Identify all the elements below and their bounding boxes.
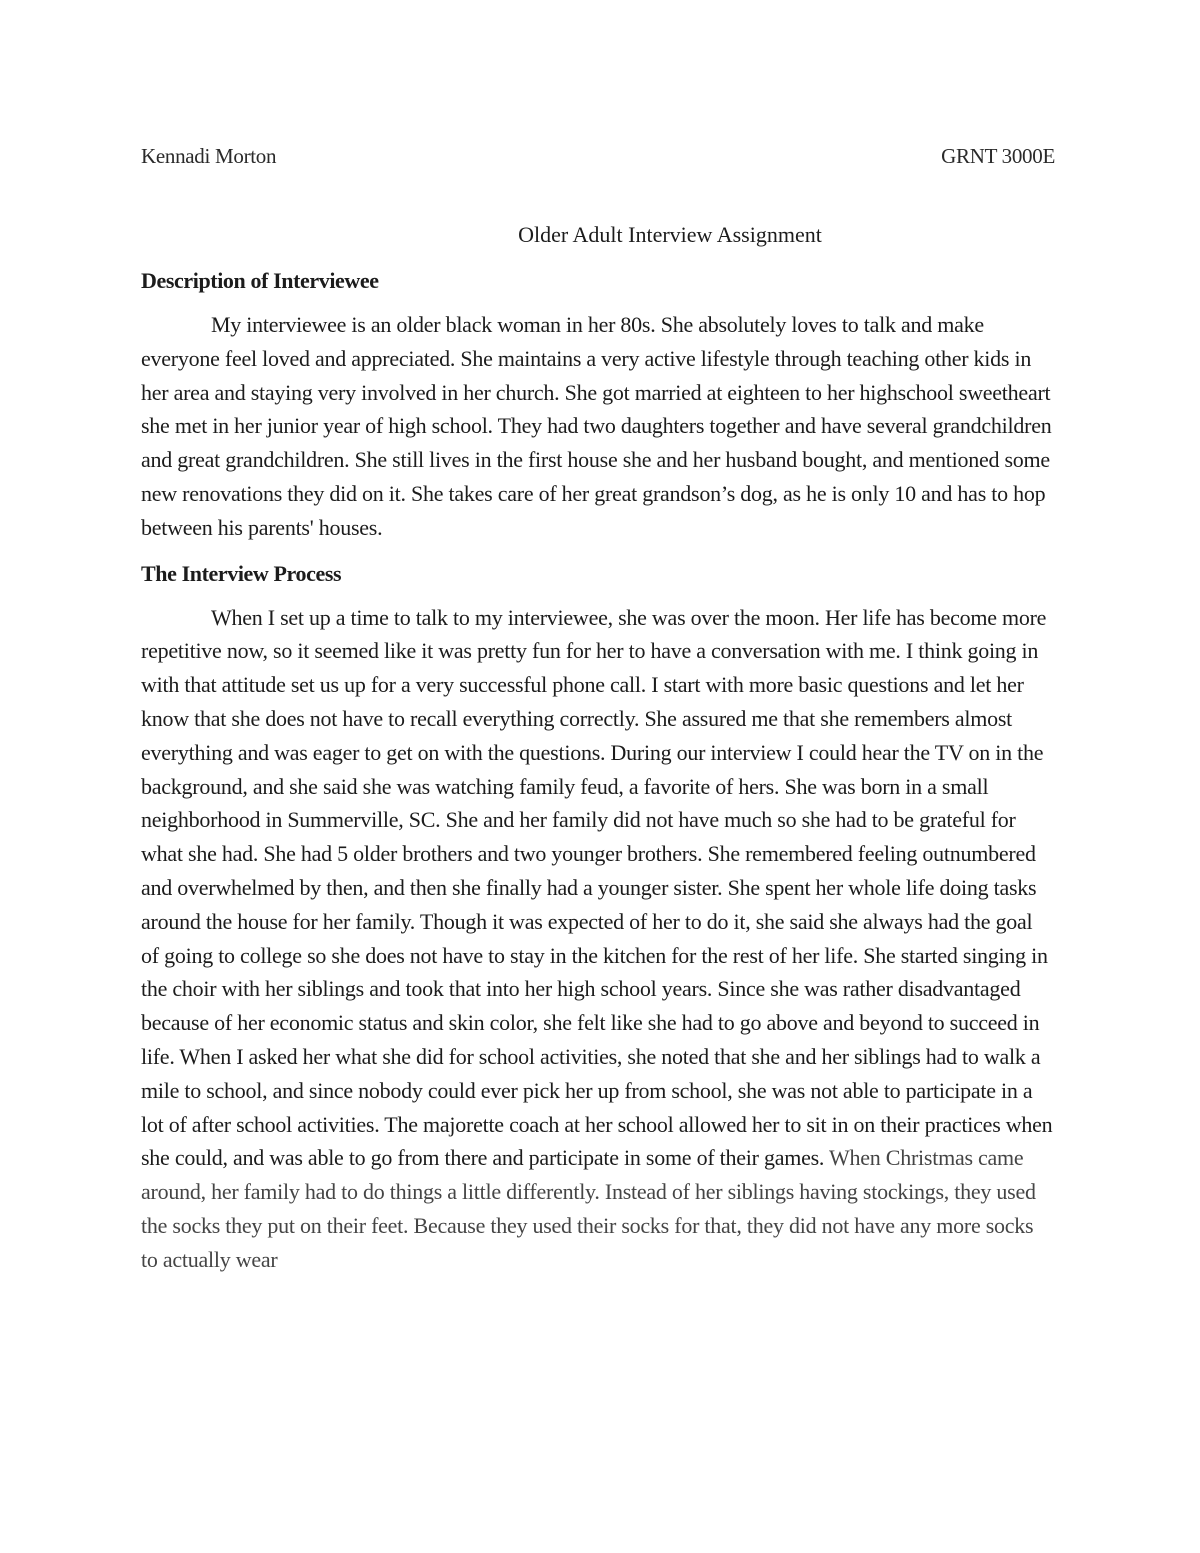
section-heading-interview-process: The Interview Process	[141, 560, 342, 586]
section-heading-description: Description of Interviewee	[141, 268, 379, 293]
document-title: Older Adult Interview Assignment	[518, 222, 822, 247]
page-header	[141, 140, 1055, 174]
document-page	[141, 140, 1055, 1277]
paragraph-interview-process-continued: When Christmas came around, her family had to do things a little differently. Instead of her siblings having stockings, they used the socks they put on their feet. Because they used their socks for that, they did not have any more socks to actually wear	[141, 1145, 1036, 1272]
course-code: GRNT 3000E	[941, 144, 1055, 168]
author-name: Kennadi Morton	[141, 144, 277, 168]
paragraph-description: My interviewee is an older black woman in her 80s. She absolutely loves to talk and make everyone feel loved and appreciated. She maintains a very active lifestyle through teaching other kids in her area and staying very involved in her church. She got married at eighteen to her highschool sweetheart she met in her junior year of high school. They had two daughters together and have several grandchildren and great grandchildren. She still lives in the first house she and her husband bought, and mentioned some new renovations they did on it. She takes care of her great grandson’s dog, as he is only 10 and has to hop between his parents' houses.	[141, 312, 1052, 540]
paragraph-interview-process	[141, 601, 1055, 1277]
paragraph-interview-process-main: When I set up a time to talk to my interviewee, she was over the moon. Her life has become more repetitive now, so it seemed like it was pretty fun for her to have a conversation with me. I think going in with that attitude set us up for a very successful phone call. I start with more basic questions and let her know that she does not have to recall everything correctly. She assured me that she remembers almost everything and was eager to get on with the questions. During our interview I could hear the TV on in the background, and she said she was watching family feud, a favorite of hers. She was born in a small neighborhood in Summerville, SC. She and her family did not have much so she had to be grateful for what she had. She had 5 older brothers and two younger brothers. She remembered feeling outnumbered and overwhelmed by then, and then she finally had a younger sister. She spent her whole life doing tasks around the house for her family. Though it was expected of her to do it, she said she always had the goal of going to college so she does not have to stay in the kitchen for the rest of her life. She started singing in the choir with her siblings and took that into her high school years. Since she was rather disadvantaged because of her economic status and skin color, she felt like she had to go above and beyond to succeed in life. When I asked her what she did for school activities, she noted that she and her siblings had to walk a mile to school, and since nobody could ever pick her up from school, she was not able to participate in a lot of after school activities. The majorette coach at her school allowed her to sit in on their practices when she could, and was able to go from there and participate in some of their games.	[141, 604, 1053, 1171]
